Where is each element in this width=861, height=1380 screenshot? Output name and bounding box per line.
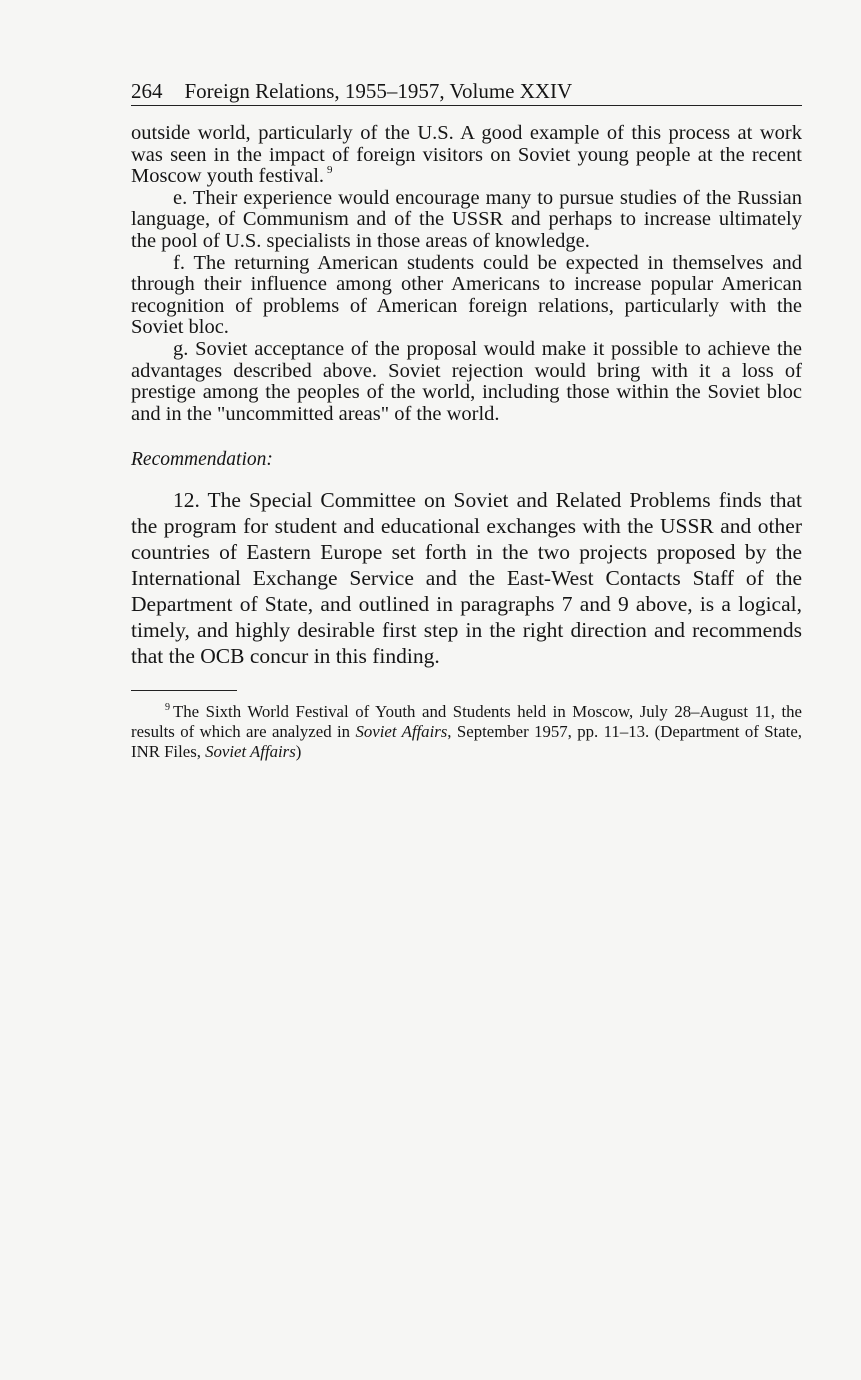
paragraph-e: e. Their experience would encourage many to pursue studies of the Russian language, of Communism and of the USSR and perhaps to increase ultimately the pool of U.S. specialists in those areas of knowledge. <box>131 186 802 252</box>
footnote-reference: 9 <box>327 164 333 177</box>
recommendation-heading: Recommendation: <box>131 449 273 471</box>
paragraph-f: f. The returning American students could be expected in themselves and through their influence among other Americans to increase popular American recognition of problems of American foreign relations, particularly with the Soviet bloc. <box>131 251 802 339</box>
paragraph-text: outside world, particularly of the U.S. A good example of this process at work was seen in the impact of foreign visitors on Soviet young people at the recent Moscow youth festival. <box>131 122 802 188</box>
footnote <box>131 702 802 763</box>
running-head <box>131 78 802 106</box>
footnote-citation-title: Soviet Affairs <box>205 742 296 762</box>
footnote-text-part: ) <box>295 742 302 762</box>
running-head-title: Foreign Relations, 1955–1957, Volume XXIV <box>184 79 573 103</box>
footnote-divider <box>131 690 237 691</box>
paragraph-g: g. Soviet acceptance of the proposal would make it possible to achieve the advantages described above. Soviet rejection would bring with it a loss of prestige among the peoples of the world, including those within the Soviet bloc and in the "uncommitted areas" of the world. <box>131 337 802 425</box>
paragraph-continuation <box>131 123 802 188</box>
recommendation-body <box>131 488 802 669</box>
document-page <box>131 78 802 763</box>
footnote-citation-title: Soviet Affairs <box>355 722 448 742</box>
footnote-text-part: , September 1957, pp. 11–13. (Department of State, INR Files, <box>131 722 802 762</box>
page-number: 264 <box>131 79 163 103</box>
body-text <box>131 123 802 425</box>
footnote-text-part: The Sixth World Festival of Youth and Students held in Moscow, July 28–August 11, the results of which are analyzed in <box>131 701 802 742</box>
footnote-text <box>131 702 802 763</box>
footnote-marker: 9 <box>165 701 170 713</box>
paragraph-12: 12. The Special Committee on Soviet and Related Problems finds that the program for student and educational exchanges with the USSR and other countries of Eastern Europe set forth in the two projects proposed by the International Exchange Service and the East-West Contacts Staff of the Department of State, and outlined in paragraphs 7 and 9 above, is a logical, timely, and highly desirable first step in the right direction and recommends that the OCB concur in this finding. <box>131 488 802 668</box>
